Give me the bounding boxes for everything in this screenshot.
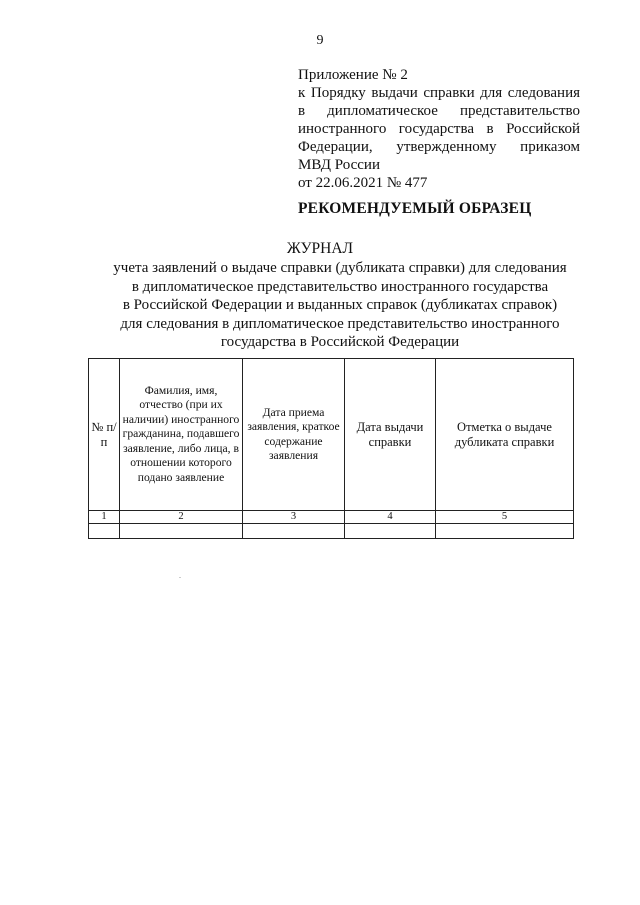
header-row-number: № п/п xyxy=(89,359,120,511)
register-table xyxy=(88,358,574,539)
appendix-line: Приложение № 2 xyxy=(298,67,408,83)
appendix-block xyxy=(298,66,580,192)
table-cell xyxy=(345,524,436,539)
journal-subtitle-line: в дипломатическое представительство иностранного государства xyxy=(131,278,549,295)
table-row xyxy=(89,524,574,539)
journal-subtitle-line: учета заявлений о выдаче справки (дубликата справки) для следования xyxy=(113,260,567,276)
table-cell xyxy=(89,524,120,539)
header-full-name: Фамилия, имя, отчество (при их наличии) иностранного гражданина, подавшего заявление, либо лица, в отношении которого подано заявление xyxy=(120,359,243,511)
column-number: 3 xyxy=(243,511,345,524)
page-number: 9 xyxy=(316,33,324,48)
table-cell xyxy=(243,524,345,539)
journal-subtitle-line: государства в Российской Федерации xyxy=(220,334,460,350)
sample-label: РЕКОМЕНДУЕМЫЙ ОБРАЗЕЦ xyxy=(298,200,532,217)
table-row xyxy=(89,511,574,524)
appendix-line: Федерации, утвержденному приказом xyxy=(298,139,580,155)
table-cell xyxy=(436,524,574,539)
appendix-line: МВД России xyxy=(298,157,380,173)
column-number: 2 xyxy=(120,511,243,524)
journal-subtitle-line: для следования в дипломатическое представительство иностранного xyxy=(120,315,560,332)
table-cell xyxy=(120,524,243,539)
appendix-line: в дипломатическое представительство xyxy=(298,103,580,119)
column-number: 4 xyxy=(345,511,436,524)
journal-subtitle xyxy=(60,259,620,352)
scan-speck xyxy=(179,577,181,578)
appendix-line: от 22.06.2021 № 477 xyxy=(298,175,428,191)
column-number: 5 xyxy=(436,511,574,524)
appendix-line: иностранного государства в Российской xyxy=(298,121,580,137)
appendix-line: к Порядку выдачи справки для следования xyxy=(298,85,580,101)
table-header-row xyxy=(89,359,574,511)
header-application-date: Дата приема заявления, краткое содержание заявления xyxy=(243,359,345,511)
journal-title: ЖУРНАЛ xyxy=(286,240,354,257)
column-number: 1 xyxy=(89,511,120,524)
header-duplicate-mark: Отметка о выдаче дубликата справки xyxy=(436,359,574,511)
journal-subtitle-line: в Российской Федерации и выданных справок (дубликатах справок) xyxy=(122,297,558,313)
header-issue-date: Дата выдачи справки xyxy=(345,359,436,511)
